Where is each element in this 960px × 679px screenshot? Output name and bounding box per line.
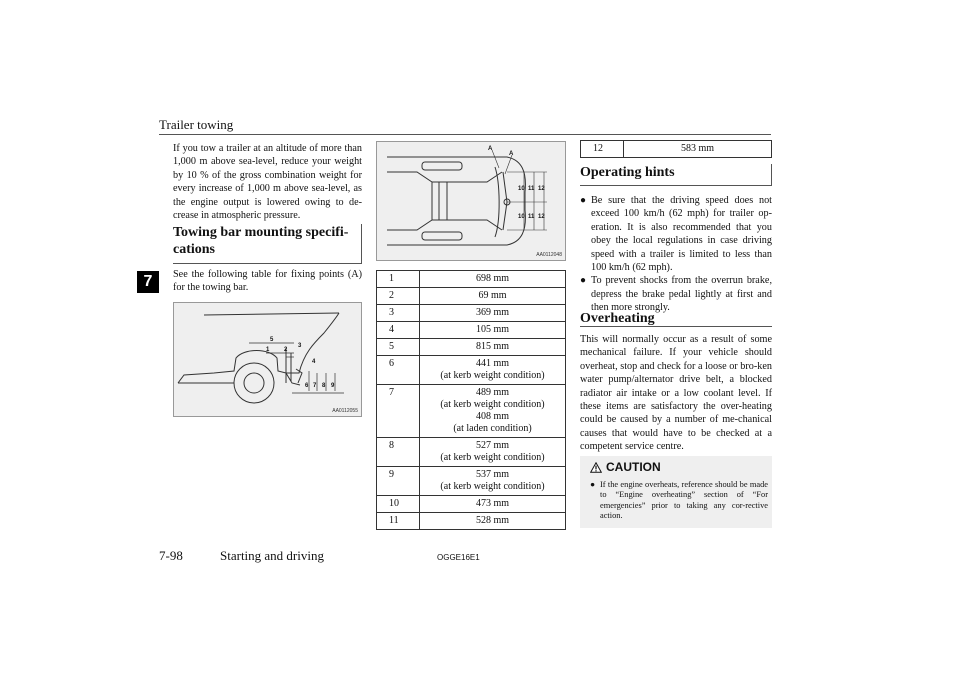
value-line: 583 mm (680, 143, 715, 154)
row-value (624, 141, 772, 158)
towing-bar-paragraph: See the following table for fixing points (A) for the towing bar. (173, 269, 362, 294)
fig-label-11a: 11 (528, 186, 535, 192)
value-line: 441 mm (475, 358, 510, 369)
table-row (377, 271, 566, 288)
fig-label-9: 9 (331, 383, 335, 389)
row-number: 4 (377, 322, 420, 339)
row-number: 9 (377, 467, 420, 496)
footer-section: Starting and driving (220, 548, 324, 563)
caution-heading (590, 460, 661, 474)
value-line: (at kerb weight condition) (440, 452, 545, 463)
figure-code: AA0112055 (332, 408, 358, 414)
fig-label-10b: 10 (518, 214, 525, 220)
value-line: (at kerb weight condition) (440, 481, 545, 492)
fig-label-8: 8 (322, 383, 326, 389)
table-row (377, 385, 566, 438)
header-rule (159, 134, 771, 135)
fig-label-12b: 12 (538, 214, 545, 220)
caution-title: CAUTION (606, 460, 661, 474)
row-value (420, 496, 566, 513)
overheating-title: Overheating (580, 311, 655, 326)
value-line: 489 mm (475, 387, 510, 398)
row-value (420, 513, 566, 530)
list-item (580, 194, 772, 274)
towing-bar-title: Towing bar mounting specifi-cations (173, 225, 349, 257)
table-row (377, 356, 566, 385)
page-number: 7-98 (159, 548, 183, 563)
row-value (420, 288, 566, 305)
table-row (377, 322, 566, 339)
value-line: (at kerb weight condition) (440, 370, 545, 381)
row-value (420, 356, 566, 385)
fig-label-12a: 12 (538, 186, 545, 192)
table-row (581, 141, 772, 158)
bullet-icon: ● (580, 195, 587, 206)
document-code: OGGE16E1 (437, 553, 480, 562)
mounting-spec-table-continued (580, 140, 772, 158)
fig-label-4: 4 (312, 359, 316, 365)
fig-label-6: 6 (305, 383, 309, 389)
row-number: 7 (377, 385, 420, 438)
row-number: 8 (377, 438, 420, 467)
value-line: 528 mm (475, 515, 510, 526)
value-line: (at laden condition) (453, 423, 532, 434)
row-number: 5 (377, 339, 420, 356)
row-value (420, 438, 566, 467)
operating-hints-list (580, 194, 772, 315)
bullet-icon: ● (590, 480, 596, 489)
altitude-paragraph: If you tow a trailer at an altitude of more than 1,000 m above sea-level, reduce your weight by 10 % of the gross combination weight for every increase of 1,000 m above sea-level, as the engine output is lowered owing to de-crease in atmospheric pressure. (173, 143, 362, 222)
caution-text: If the engine overheats, reference should be made to “Engine overheating” section of “For emergencies” prior to taking any cor-rective action. (600, 480, 768, 520)
row-number: 1 (377, 271, 420, 288)
operating-hints-heading (580, 164, 772, 186)
table-row (377, 288, 566, 305)
row-number: 3 (377, 305, 420, 322)
row-number: 11 (377, 513, 420, 530)
caution-box (580, 456, 772, 528)
fig-label-10a: 10 (518, 186, 525, 192)
value-line: (at kerb weight condition) (440, 399, 545, 410)
operating-hints-title: Operating hints (580, 165, 675, 180)
overheating-paragraph: This will normally occur as a result of some mechanical failure. If your vehicle should overheat, stop and check for a loose or bro-ken water pump/alternator drive belt, a blocked radiator air intake or a low coolant level. If these items are satisfactory the over-heating could be caused by a number of me-chanical causes that would have to be checked at a competent service centre. (580, 334, 772, 453)
warning-triangle-icon (590, 462, 602, 473)
fig-label-5: 5 (270, 337, 274, 343)
row-value (420, 305, 566, 322)
fig-label-2: 2 (284, 347, 288, 353)
value-line: 698 mm (475, 273, 510, 284)
mounting-spec-table (376, 270, 566, 530)
fig-label-1: 1 (266, 347, 270, 353)
underside-view-figure (376, 141, 566, 261)
chapter-tab: 7 (137, 271, 159, 293)
side-view-figure (173, 302, 362, 417)
fig-label-11b: 11 (528, 214, 535, 220)
underside-drawing (377, 142, 565, 260)
row-number: 2 (377, 288, 420, 305)
value-line: 815 mm (475, 341, 510, 352)
table-row (377, 339, 566, 356)
fig-label-a1: A (488, 146, 493, 152)
row-number: 12 (581, 141, 624, 158)
value-line: 408 mm (475, 411, 510, 422)
row-value (420, 385, 566, 438)
table-row (377, 513, 566, 530)
fig-label-a2: A (509, 151, 514, 157)
bullet-text: Be sure that the driving speed does not exceed 100 km/h (62 mph) for trailer op-eration. It is also recommended that you obey the local regulations in case driving speed with a trailer is limited to less than 100 km/h (62 mph). (591, 195, 772, 274)
table-row (377, 438, 566, 467)
value-line: 369 mm (475, 307, 510, 318)
row-value (420, 467, 566, 496)
fig-label-3: 3 (298, 343, 302, 349)
side-view-drawing (174, 303, 361, 416)
row-value (420, 339, 566, 356)
bullet-icon: ● (580, 275, 587, 287)
row-value (420, 322, 566, 339)
value-line: 537 mm (475, 469, 510, 480)
row-number: 10 (377, 496, 420, 513)
running-header: Trailer towing (159, 117, 234, 132)
bullet-text: To prevent shocks from the overrun brake, depress the brake pedal lightly at first and then more strongly. (591, 275, 772, 314)
caution-item (590, 480, 768, 521)
row-value (420, 271, 566, 288)
overheating-heading (580, 310, 772, 327)
figure-code: AA0112048 (536, 252, 562, 258)
table-row (377, 496, 566, 513)
value-line: 527 mm (475, 440, 510, 451)
fig-label-7: 7 (313, 383, 317, 389)
table-row (377, 305, 566, 322)
table-row (377, 467, 566, 496)
value-line: 69 mm (478, 290, 507, 301)
value-line: 473 mm (475, 498, 510, 509)
towing-bar-section-heading (173, 224, 362, 264)
row-number: 6 (377, 356, 420, 385)
list-item (580, 274, 772, 314)
value-line: 105 mm (475, 324, 510, 335)
